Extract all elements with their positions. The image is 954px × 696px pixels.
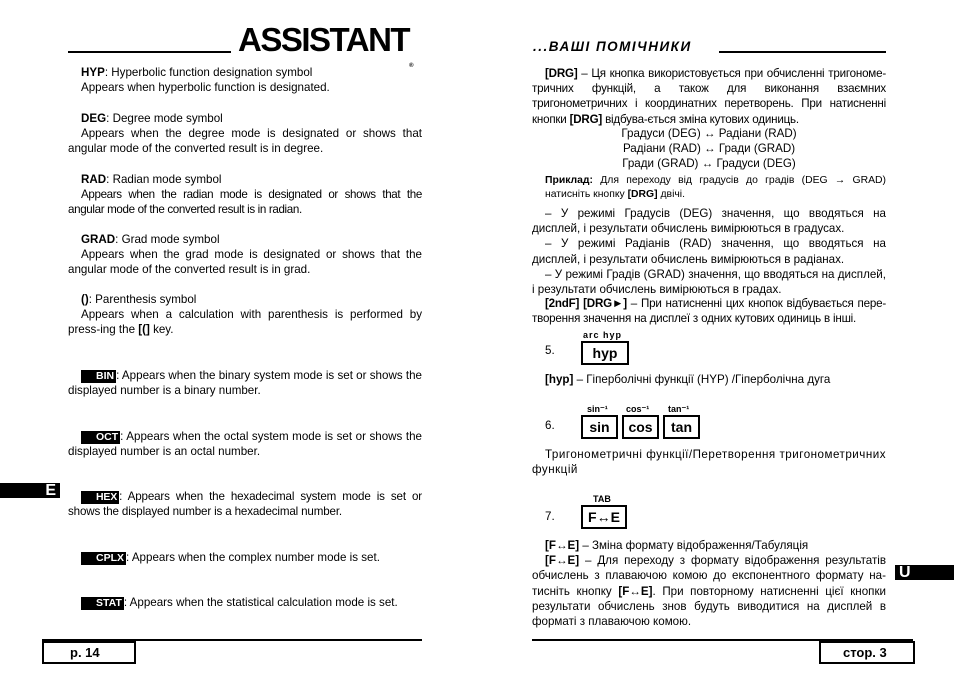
cos-key: cos	[622, 415, 659, 439]
conversion-deg-rad: Градуси (DEG) ↔ Радіани (RAD)	[621, 127, 797, 140]
item5-number: 5.	[545, 344, 555, 357]
arctan-label: tan⁻¹	[668, 404, 690, 414]
header-rule-right	[719, 51, 886, 53]
paren-entry: (): Parenthesis symbol Appears when a calculation with parenthesis is performed by press-ing the [(] key.	[68, 293, 422, 337]
item5-description: [hyp] – Гіперболічні функції (HYP) /Гіперболічна дуга	[545, 373, 831, 386]
mode-grad: – У режимі Градів (GRAD) значення, що вводяться на дисплей, і результати обчислень вимірюються в градах.	[532, 267, 886, 297]
hex-badge: HEX	[81, 491, 119, 504]
cplx-badge: CPLX	[81, 552, 126, 565]
cplx-entry: CPLX : Appears when the complex number mode is set.	[68, 550, 422, 565]
side-tab-u: U	[895, 565, 954, 580]
hyp-key: hyp	[581, 341, 629, 365]
brand-logo: ASSISTANT®	[238, 21, 414, 69]
bin-badge: BIN	[81, 370, 116, 383]
hyp-entry: HYP: Hyperbolic function designation symbol Appears when hyperbolic function is designated.	[81, 66, 330, 95]
header-rule-left	[68, 51, 231, 53]
bin-entry: BIN : Appears when the binary system mode is set or shows the displayed number is a binary number.	[68, 369, 422, 398]
page-number-left: p. 14	[42, 641, 136, 664]
arccos-label: cos⁻¹	[626, 404, 650, 414]
conversion-grad-deg: Гради (GRAD) ↔ Градуси (DEG)	[622, 157, 796, 171]
drg-paragraph: [DRG] – Ця кнопка використовується при обчисленні тригономе-тричних функцій, а також для виконання взаємних тригонометричних і координатних перетворень. При натисненні кнопки [DRG] відбува-ється зміна кутових одиниць.	[532, 67, 886, 126]
rad-entry: RAD: Radian mode symbol Appears when the radian mode is designated or shows that the angular mode of the converted result is in radian.	[68, 173, 422, 217]
arc-hyp-label: arc hyp	[583, 330, 623, 340]
side-tab-e: E	[0, 483, 60, 498]
conversion-list	[532, 126, 886, 172]
item7-description: [F↔E] – Зміна формату відображення/Табуляція [F↔E] – Для переходу з формату відображення результатів обчислень з плаваючою комою до експонентного формату на-тисніть кнопку [F↔E]. При повторному натисненні цієї кнопки результати обчислень знов будуть виводитися на дисплей в форматі з плаваючою комою.	[532, 539, 886, 629]
f-e-key: F↔E	[581, 505, 627, 529]
arcsin-label: sin⁻¹	[587, 404, 608, 414]
stat-entry: STAT : Appears when the statistical calculation mode is set.	[68, 595, 422, 610]
item6-number: 6.	[545, 419, 555, 432]
stat-badge: STAT	[81, 597, 124, 610]
deg-entry: DEG: Degree mode symbol Appears when the degree mode is designated or shows that angular mode of the converted result is in degree.	[68, 112, 422, 156]
item6-description: Тригонометричні функції/Перетворення тригонометричних функцій	[532, 448, 886, 477]
oct-entry: OCT : Appears when the octal system mode is set or shows the displayed number is an octal number.	[68, 430, 422, 459]
tan-key: tan	[663, 415, 700, 439]
mode-descriptions	[532, 206, 886, 297]
ndf-paragraph: [2ndF] [DRG►] – При натисненні цих кнопок відбувається пере-творення значення на дисплеї з одних кутових одиниць в інші.	[532, 297, 886, 326]
tab-label: TAB	[593, 494, 611, 504]
slogan: ...ВАШІ ПОМІЧНИКИ	[533, 39, 692, 54]
grad-entry: GRAD: Grad mode symbol Appears when the grad mode is designated or shows that the angular mode of the converted result is in grad.	[68, 233, 422, 277]
conversion-rad-grad: Радіани (RAD) ↔ Гради (GRAD)	[622, 142, 796, 156]
sin-key: sin	[581, 415, 618, 439]
mode-rad: – У режимі Радіанів (RAD) значення, що вводяться на дисплей, і результати обчислень вимірюються в радіанах.	[532, 237, 886, 266]
mode-deg: – У режимі Градусів (DEG) значення, що вводяться на дисплей, і результати обчислень вимірюються в градусах.	[532, 207, 886, 236]
example-note: Приклад: Для переходу від градусів до градів (DEG → GRAD) натисніть кнопку [DRG] двічі.	[545, 175, 886, 200]
hex-entry: HEX : Appears when the hexadecimal system mode is set or shows the displayed number is a hexadecimal number.	[68, 490, 422, 519]
oct-badge: OCT	[81, 431, 120, 444]
item7-number: 7.	[545, 510, 555, 523]
page-number-right: стор. 3	[819, 641, 915, 664]
